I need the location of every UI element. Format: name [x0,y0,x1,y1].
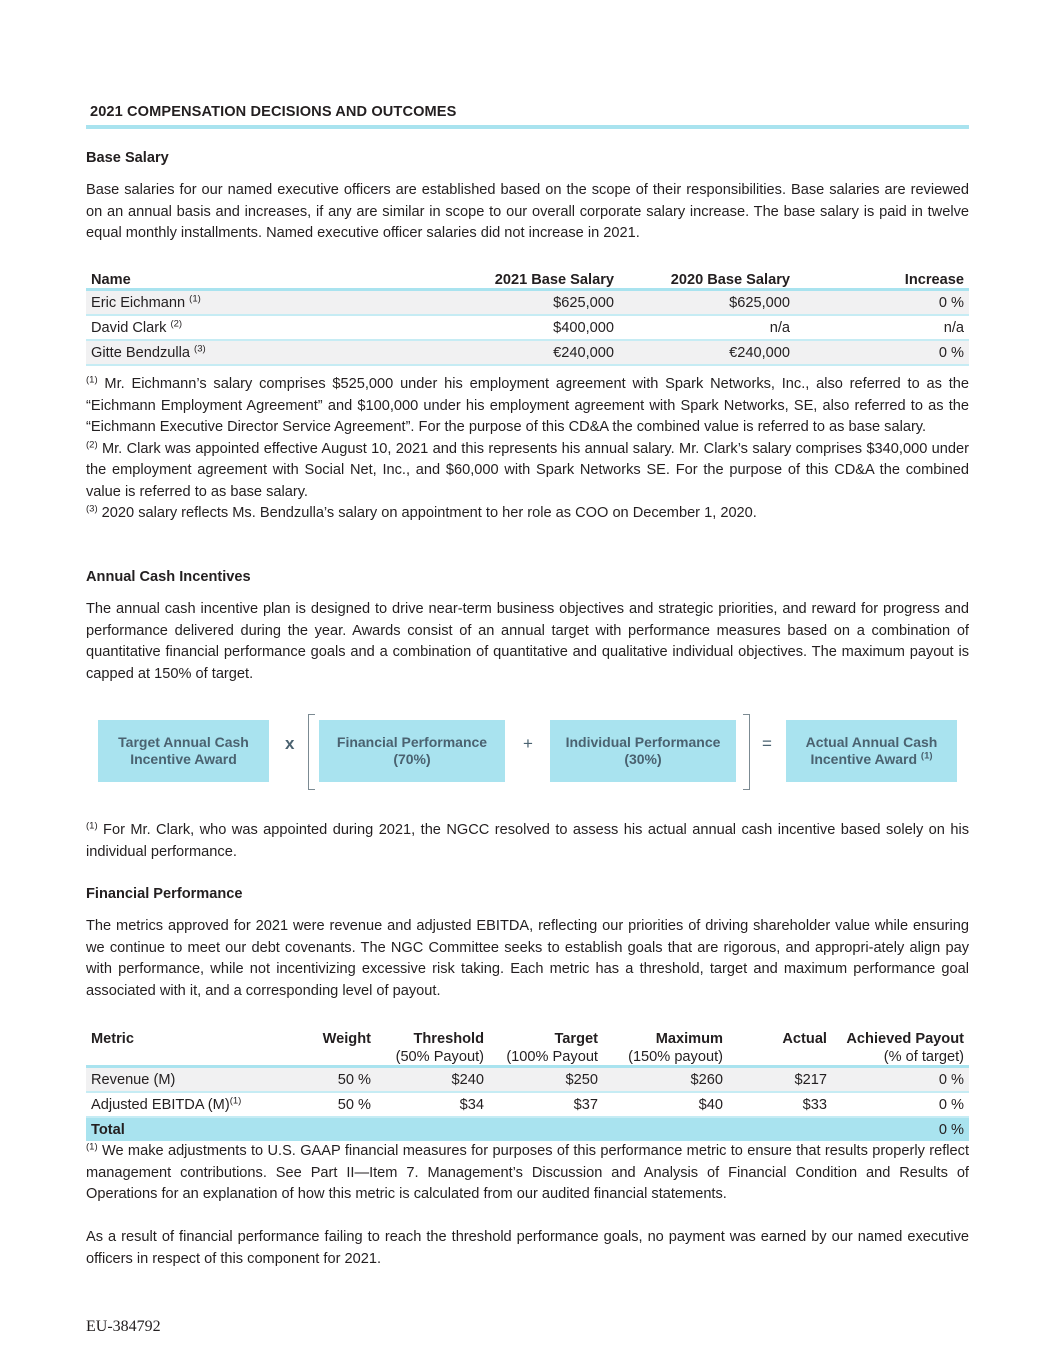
footnote-text: For Mr. Clark, who was appointed during 2021, the NGCC resolved to assess his actual annual cash incentive based solely on his individual performance. [86,822,969,860]
col-target: Target [554,1031,598,1047]
annual-cash-paragraph: The annual cash incentive plan is designed to drive near-term business objectives and strategic priorities, and reward for progress and performance delivered during the year. Awards consist of an annual target with performance measures based on a combination of quantitative financial performance goals and a combination of quantitative and qualitative individual objectives. The maximum payout is capped at 150% of target. [86,601,969,682]
footnote-mark: (2) [86,438,98,450]
right-bracket [743,714,750,790]
target-award-box [98,720,269,782]
footnote-2 [86,439,969,504]
table-row [86,315,969,340]
individual-performance-box [550,720,736,782]
row-note: (3) [194,342,206,354]
table-row [86,1067,969,1093]
footnote-text: 2020 salary reflects Ms. Bendzulla’s salary on appointment to her role as COO on December 1, 2020. [97,505,757,521]
metrics-table [86,1029,969,1141]
footnote-mark: (1) [86,1141,98,1153]
row-note: (2) [170,317,183,329]
row-2021-salary: €240,000 [553,344,614,361]
total-label: Total [91,1121,125,1138]
box-line: (30%) [624,751,662,767]
row-payout: 0 % [938,1096,964,1113]
row-actual: $217 [794,1071,827,1088]
box-line: (70%) [393,751,431,767]
subheader [296,1047,376,1067]
actual-award-box [786,720,957,782]
financial-performance-box [319,720,505,782]
col-weight: Weight [322,1031,371,1047]
box-line: Incentive Award [130,751,237,767]
row-metric: Revenue (M) [91,1071,176,1088]
row-2020-salary: $625,000 [729,294,790,311]
subheader-maximum: (150% payout) [628,1049,723,1065]
subheader [86,1047,296,1067]
total-payout: 0 % [938,1121,964,1138]
box-line: Incentive Award [810,751,918,767]
row-threshold: $34 [459,1096,484,1113]
col-2021-salary: 2021 Base Salary [494,272,614,288]
base-salary-paragraph: Base salaries for our named executive officers are established based on the scope of their responsibilities. Base salaries are reviewed on an annual basis and increases, if any are similar in scope to our overall corporate salary increase. The base salary is paid in twelve equal monthly installments. Named executive officer salaries did not increase in 2021. [86,182,969,241]
table-subheader-row [86,1047,969,1067]
financial-performance-footnote [86,1141,969,1206]
col-name: Name [91,272,131,288]
row-2021-salary: $400,000 [553,319,614,336]
row-name: David Clark [91,319,167,336]
total-row [86,1117,969,1141]
footnote-mark: (3) [86,503,98,515]
row-target: $250 [565,1071,598,1088]
row-2020-salary: n/a [769,319,790,336]
base-salary-footnotes [86,374,969,525]
document-id: EU-384792 [86,1318,161,1335]
box-line: Target Annual Cash [118,734,249,750]
col-maximum: Maximum [655,1031,723,1047]
row-weight: 50 % [337,1071,371,1088]
subheader-threshold: (50% Payout) [395,1049,484,1065]
row-maximum: $40 [698,1096,723,1113]
subheader-target: (100% Payout [506,1049,598,1065]
footnote-mark: (1) [86,374,98,386]
equals-operator: = [762,734,772,753]
subheader [728,1047,832,1067]
row-target: $37 [573,1096,598,1113]
row-threshold: $240 [451,1071,484,1088]
col-threshold: Threshold [413,1031,484,1047]
box-line: Individual Performance [565,734,721,750]
subheader-payout: (% of target) [883,1049,964,1065]
table-row [86,290,969,316]
row-note: (1) [229,1094,242,1106]
box-note: (1) [920,750,933,762]
row-actual: $33 [802,1096,827,1113]
left-bracket [308,714,315,790]
box-line: Actual Annual Cash [805,734,938,750]
footnote-text: We make adjustments to U.S. GAAP financial measures for purposes of this performance metric to ensure that results properly reflect management contributions. See Part II—Item 7. Management’s Discussion and Analysis of Financial Condition and Results of Operations for an explanation of how this metric is calculated from our audited financial statements. [86,1143,969,1202]
financial-performance-paragraph: The metrics approved for 2021 were revenue and adjusted EBITDA, reflecting our priorities of driving shareholder value while ensuring we continue to meet our debt covenants. The NGC Committee seeks to establish goals that are rigorous, and appropri-ately align pay with performance, while not incentivizing excessive risk taking. Each metric has a threshold, target and maximum performance goal associated with it, and a corresponding level of payout. [86,918,969,999]
footnote-3 [86,503,969,525]
footnote-text: Mr. Eichmann’s salary comprises $525,000 under his employment agreement with Spark Networks, Inc., also referred to as the “Eichmann Employment Agreement” and $100,000 under his employment agreement with Spark Networks, SE, also referred to as the “Eichmann Executive Director Service Agreement”. For the purpose of this CD&A the combined value is referred to as base salary. [86,376,969,435]
table-header-row [86,1029,969,1047]
row-note: (1) [189,292,201,304]
footnote-mark: (1) [86,820,98,832]
row-payout: 0 % [938,1071,964,1088]
row-weight: 50 % [337,1096,371,1113]
base-salary-heading: Base Salary [86,150,169,166]
col-metric: Metric [91,1031,134,1047]
incentive-formula-diagram [98,710,958,792]
annual-cash-heading: Annual Cash Incentives [86,569,251,585]
annual-cash-footnote [86,820,969,863]
financial-performance-heading: Financial Performance [86,886,243,902]
col-achieved-payout: Achieved Payout [846,1031,964,1047]
times-operator: x [285,734,295,753]
section-title: 2021 COMPENSATION DECISIONS AND OUTCOMES [86,104,969,129]
row-metric: Adjusted EBITDA (M) [91,1096,230,1113]
col-actual: Actual [782,1031,827,1047]
table-row [86,1092,969,1117]
plus-operator: + [523,734,533,753]
row-name: Gitte Bendzulla [91,344,190,361]
row-2021-salary: $625,000 [553,294,614,311]
row-increase: 0 % [938,294,964,311]
row-increase: 0 % [938,344,964,361]
col-increase: Increase [904,272,964,288]
row-2020-salary: €240,000 [729,344,790,361]
footnote-1 [86,374,969,439]
financial-performance-conclusion: As a result of financial performance failing to reach the threshold performance goals, no payment was earned by our named executive officers in respect of this component for 2021. [86,1229,969,1267]
table-header-row [86,270,969,290]
base-salary-table [86,270,969,366]
box-line: Financial Performance [336,734,488,750]
table-row [86,340,969,365]
row-name: Eric Eichmann [91,294,186,311]
footnote-text: Mr. Clark was appointed effective August 10, 2021 and this represents his annual salary. Mr. Clark’s salary comprises $340,000 under the employment agreement with Social Net, Inc., and $60,000 with Spark Networks SE. For the purpose of this CD&A the combined value is referred to as base salary. [86,440,969,500]
col-2020-salary: 2020 Base Salary [670,272,790,288]
row-increase: n/a [943,319,964,336]
row-maximum: $260 [690,1071,723,1088]
